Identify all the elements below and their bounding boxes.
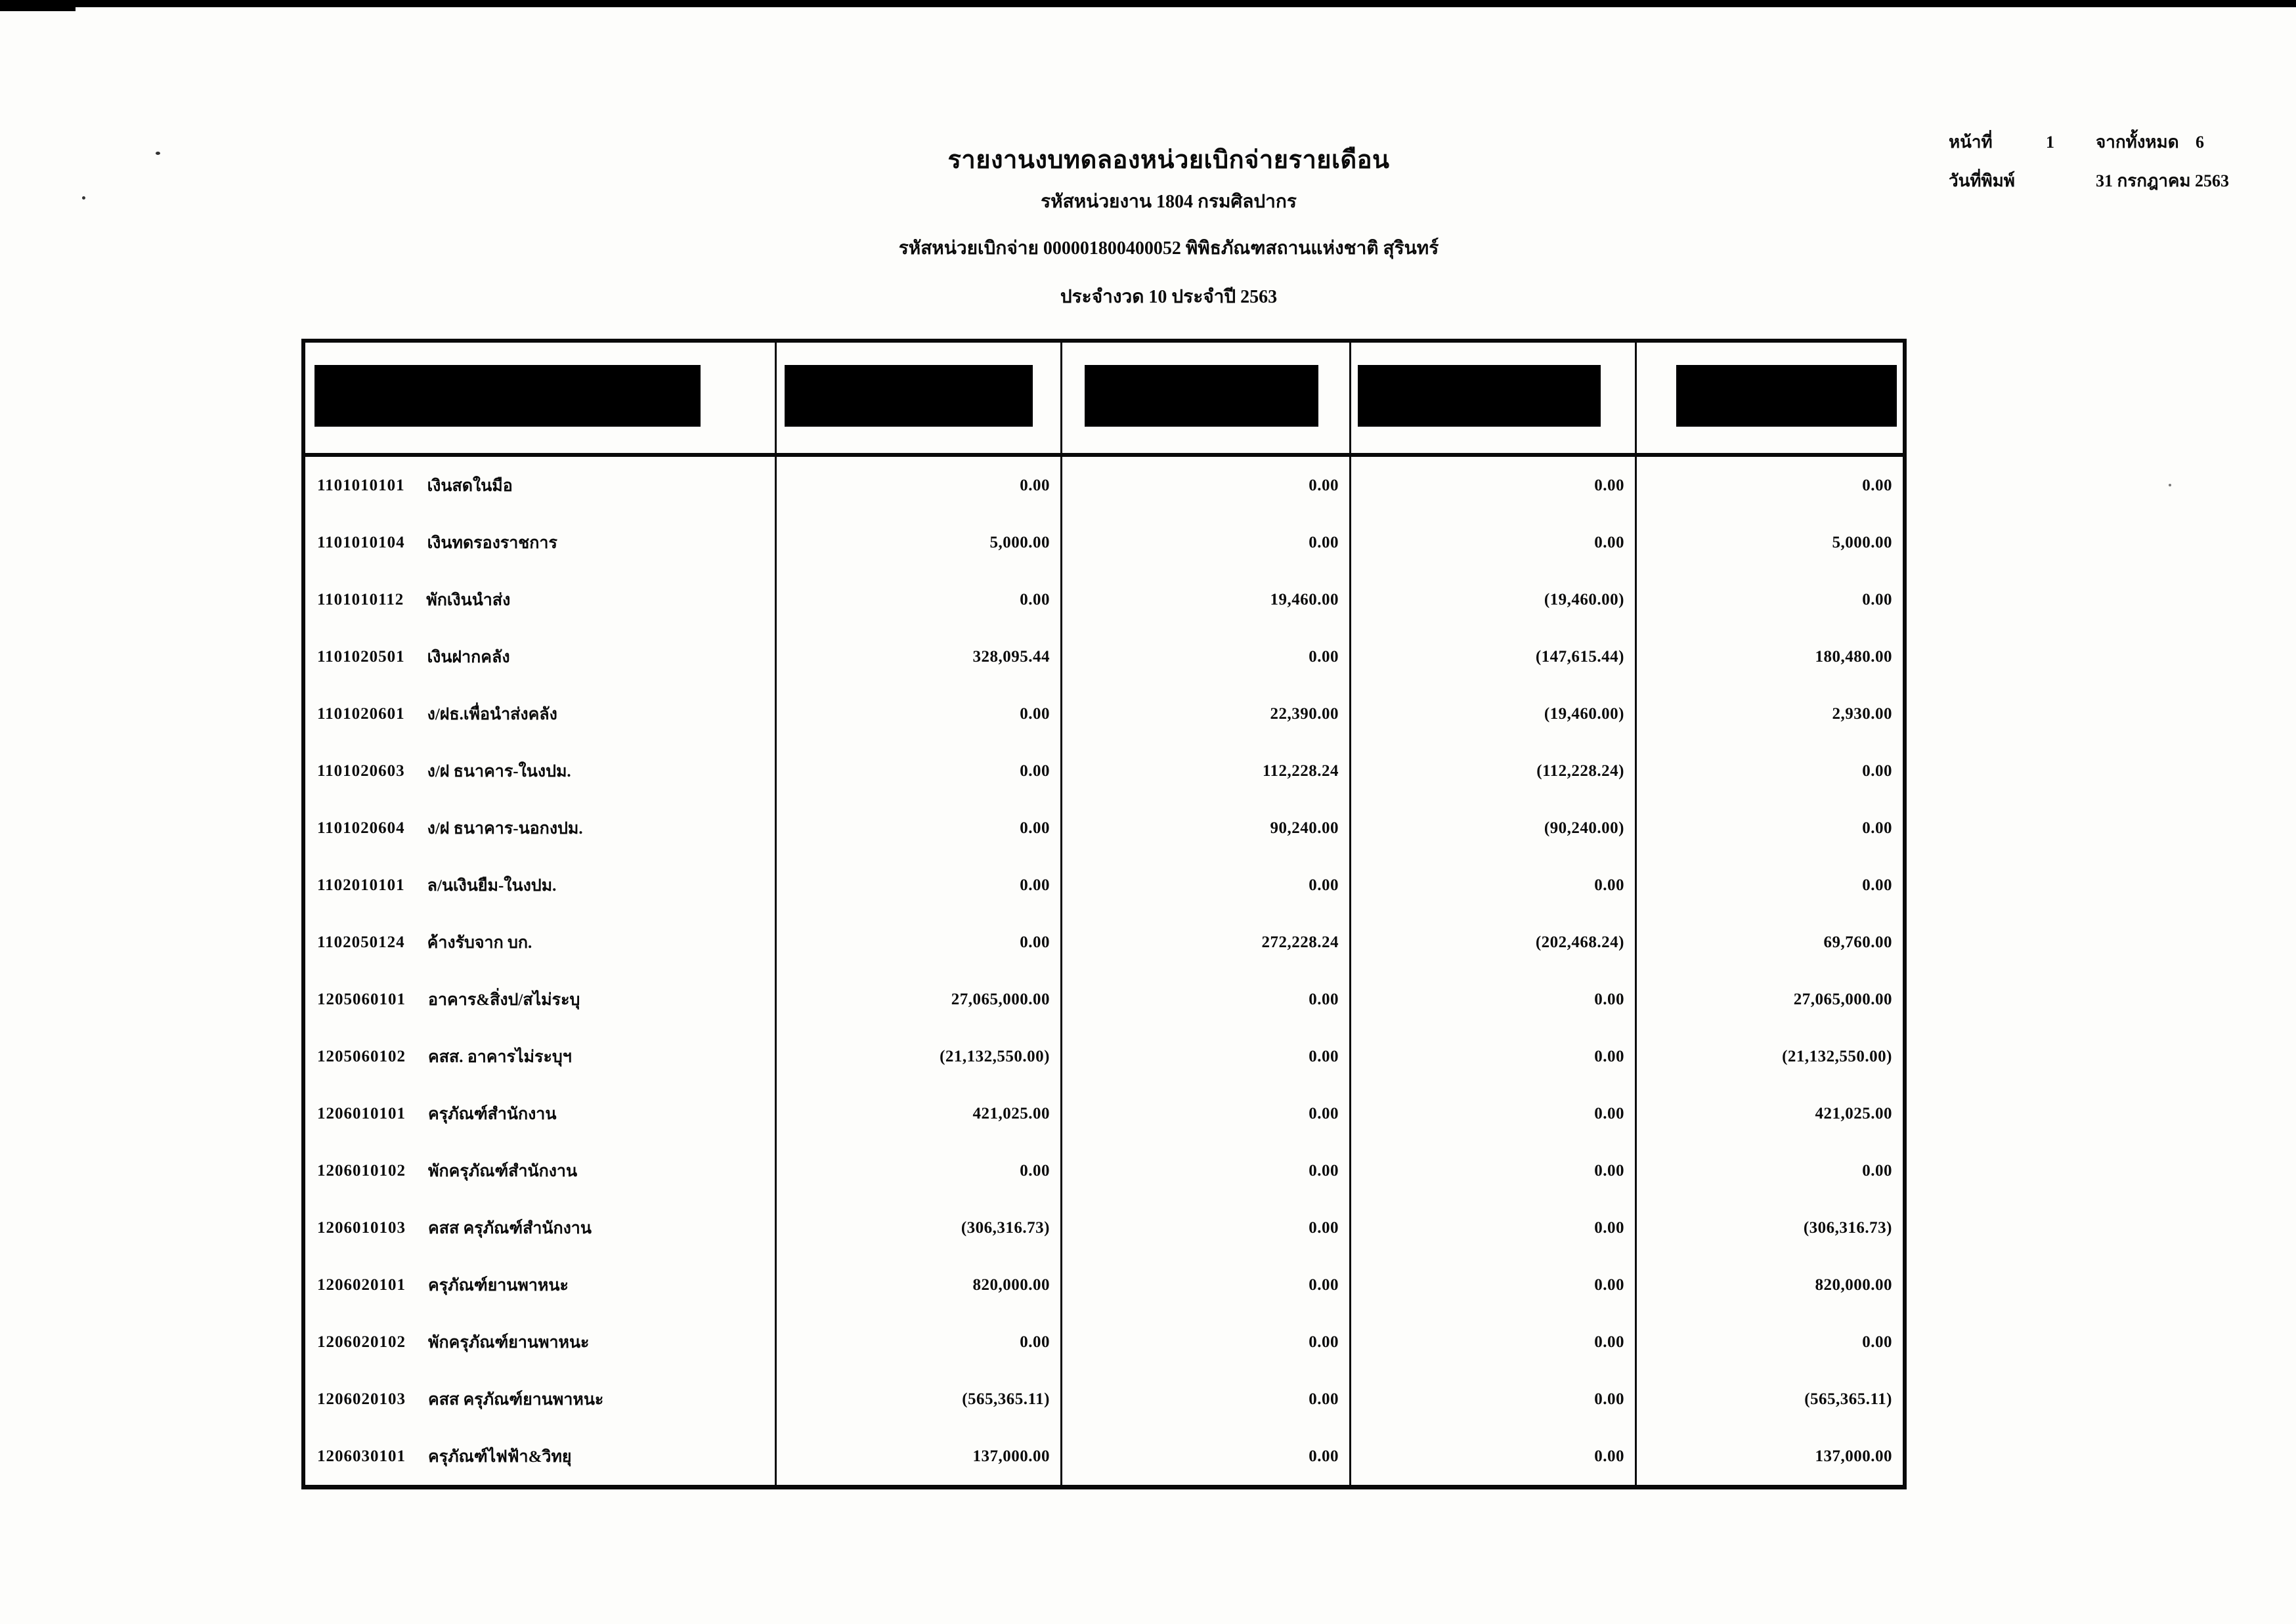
amount-cell: 0.00: [1349, 1256, 1635, 1314]
account-code: 1102010101: [317, 876, 405, 894]
table-row: [305, 1142, 1903, 1199]
account-cell: [305, 742, 775, 800]
account-name: คสส ครุภัณฑ์สำนักงาน: [428, 1219, 592, 1237]
amount-cell: 0.00: [1060, 1314, 1349, 1371]
table-row: [305, 514, 1903, 571]
amount-cell: 0.00: [1060, 1028, 1349, 1085]
amount-cell: 0.00: [1060, 1428, 1349, 1485]
amount-cell: 180,480.00: [1635, 628, 1903, 685]
account-cell: [305, 1028, 775, 1085]
account-code: 1101010101: [317, 476, 405, 494]
account-code: 1206030101: [317, 1447, 406, 1465]
amount-cell: (90,240.00): [1349, 800, 1635, 857]
amount-cell: 421,025.00: [775, 1085, 1060, 1142]
amount-cell: (19,460.00): [1349, 685, 1635, 742]
account-code: 1102050124: [317, 933, 405, 951]
amount-cell: 0.00: [1349, 1371, 1635, 1428]
amount-cell: 0.00: [1060, 514, 1349, 571]
amount-cell: 19,460.00: [1060, 571, 1349, 628]
header-cell-col4: [1349, 343, 1635, 453]
amount-cell: 0.00: [775, 742, 1060, 800]
print-date-label: วันที่พิมพ์: [1949, 171, 2015, 190]
account-code: 1206020103: [317, 1390, 406, 1408]
amount-cell: 0.00: [1635, 571, 1903, 628]
table-row: [305, 1085, 1903, 1142]
amount-cell: (21,132,550.00): [1635, 1028, 1903, 1085]
header-cell-col5: [1635, 343, 1903, 453]
redacted-header-block: [1676, 365, 1897, 427]
amount-cell: 69,760.00: [1635, 914, 1903, 971]
account-name: พักเงินนำส่ง: [426, 591, 511, 609]
amount-cell: 820,000.00: [1635, 1256, 1903, 1314]
amount-cell: 0.00: [775, 571, 1060, 628]
amount-cell: (306,316.73): [1635, 1199, 1903, 1256]
amount-cell: 0.00: [1349, 1314, 1635, 1371]
amount-cell: 0.00: [1060, 1256, 1349, 1314]
amount-cell: 0.00: [1349, 1085, 1635, 1142]
disbursement-unit-line: รหัสหน่วยเบิกจ่าย 000001800400052 พิพิธภัณฑสถานแห่งชาติ สุรินทร์: [898, 238, 1439, 259]
table-row: [305, 685, 1903, 742]
trial-balance-table: [301, 339, 1907, 1489]
amount-cell: 0.00: [1060, 1199, 1349, 1256]
account-code: 1101020603: [317, 761, 405, 780]
amount-cell: 0.00: [1060, 457, 1349, 514]
table-row: [305, 1314, 1903, 1371]
amount-cell: 27,065,000.00: [775, 971, 1060, 1028]
amount-cell: 0.00: [775, 857, 1060, 914]
scan-speck: [2169, 484, 2171, 486]
amount-cell: 328,095.44: [775, 628, 1060, 685]
table-row: [305, 914, 1903, 971]
table-row: [305, 1199, 1903, 1256]
account-name: คสส ครุภัณฑ์ยานพาหนะ: [428, 1390, 604, 1409]
account-name: เงินฝากคลัง: [427, 648, 510, 666]
account-code: 1101020601: [317, 704, 405, 723]
amount-cell: (147,615.44): [1349, 628, 1635, 685]
account-name: ง/ฝธ.เพื่อนำส่งคลัง: [427, 705, 557, 723]
total-pages: 6: [2196, 133, 2204, 152]
account-code: 1101020501: [317, 647, 405, 666]
account-name: เงินสดในมือ: [427, 477, 513, 495]
account-name: เงินทดรองราชการ: [427, 534, 557, 552]
table-row: [305, 457, 1903, 514]
account-name: ค้างรับจาก บก.: [427, 933, 532, 952]
print-date-row: [1949, 167, 2229, 194]
account-cell: [305, 800, 775, 857]
account-cell: [305, 971, 775, 1028]
amount-cell: 0.00: [1060, 1142, 1349, 1199]
amount-cell: 0.00: [1060, 1371, 1349, 1428]
document-title: รายงานงบทดลองหน่วยเบิกจ่ายรายเดือน: [947, 146, 1390, 174]
amount-cell: 5,000.00: [775, 514, 1060, 571]
amount-cell: 90,240.00: [1060, 800, 1349, 857]
total-pages-label: จากทั้งหมด: [2096, 133, 2179, 152]
table-row: [305, 1028, 1903, 1085]
table-row: [305, 1371, 1903, 1428]
amount-cell: 0.00: [1349, 514, 1635, 571]
page-info-block: [1949, 129, 2229, 194]
account-cell: [305, 1085, 775, 1142]
amount-cell: 0.00: [775, 800, 1060, 857]
header-cell-col2: [775, 343, 1060, 453]
account-code: 1206020101: [317, 1275, 406, 1294]
account-code: 1206010102: [317, 1161, 406, 1180]
account-code: 1101010112: [317, 590, 404, 609]
header-cell-account: [305, 343, 775, 453]
header-cell-col3: [1060, 343, 1349, 453]
amount-cell: 0.00: [1349, 971, 1635, 1028]
redacted-header-block: [1358, 365, 1601, 427]
print-date: 31 กรกฎาคม 2563: [2096, 171, 2230, 190]
amount-cell: 0.00: [1060, 628, 1349, 685]
table-row: [305, 742, 1903, 800]
amount-cell: 0.00: [1060, 971, 1349, 1028]
amount-cell: 0.00: [1635, 742, 1903, 800]
account-name: พักครุภัณฑ์ยานพาหนะ: [428, 1333, 590, 1352]
amount-cell: 2,930.00: [1635, 685, 1903, 742]
amount-cell: 0.00: [1635, 457, 1903, 514]
amount-cell: 0.00: [1060, 857, 1349, 914]
agency-code-line: รหัสหน่วยงาน 1804 กรมศิลปากร: [1041, 192, 1297, 212]
amount-cell: (202,468.24): [1349, 914, 1635, 971]
table-row: [305, 1428, 1903, 1485]
account-code: 1206020102: [317, 1333, 406, 1351]
table-row: [305, 800, 1903, 857]
amount-cell: 0.00: [775, 1314, 1060, 1371]
table-row: [305, 628, 1903, 685]
redacted-header-block: [1085, 365, 1318, 427]
account-cell: [305, 1314, 775, 1371]
account-name: ล/นเงินยืม-ในงปม.: [427, 876, 557, 895]
amount-cell: 820,000.00: [775, 1256, 1060, 1314]
period-line: ประจำงวด 10 ประจำปี 2563: [1060, 287, 1278, 307]
account-name: อาคาร&สิ่งป/สไม่ระบุ: [428, 991, 580, 1009]
account-name: ครุภัณฑ์สำนักงาน: [428, 1105, 557, 1123]
account-code: 1205060101: [317, 990, 406, 1008]
amount-cell: (306,316.73): [775, 1199, 1060, 1256]
account-code: 1206010103: [317, 1218, 406, 1237]
amount-cell: 0.00: [1349, 857, 1635, 914]
amount-cell: 0.00: [775, 457, 1060, 514]
account-name: ง/ฝ ธนาคาร-นอกงปม.: [427, 819, 583, 838]
scan-artifact-bar: [0, 0, 2296, 7]
amount-cell: 0.00: [1060, 1085, 1349, 1142]
amount-cell: (112,228.24): [1349, 742, 1635, 800]
account-cell: [305, 571, 775, 628]
account-cell: [305, 1256, 775, 1314]
redacted-header-block: [785, 365, 1033, 427]
account-name: พักครุภัณฑ์สำนักงาน: [428, 1162, 578, 1180]
table-body: [305, 457, 1903, 1485]
amount-cell: (19,460.00): [1349, 571, 1635, 628]
account-name: คสส. อาคารไม่ระบุฯ: [428, 1048, 572, 1066]
amount-cell: 0.00: [1635, 857, 1903, 914]
account-cell: [305, 857, 775, 914]
amount-cell: 0.00: [1349, 1199, 1635, 1256]
page-number-row: [1949, 129, 2229, 156]
amount-cell: (21,132,550.00): [775, 1028, 1060, 1085]
amount-cell: 0.00: [1349, 1028, 1635, 1085]
amount-cell: 0.00: [775, 1142, 1060, 1199]
table-row: [305, 571, 1903, 628]
table-row: [305, 1256, 1903, 1314]
amount-cell: 272,228.24: [1060, 914, 1349, 971]
amount-cell: (565,365.11): [1635, 1371, 1903, 1428]
account-code: 1101020604: [317, 819, 405, 837]
account-name: ง/ฝ ธนาคาร-ในงปม.: [427, 762, 571, 780]
account-cell: [305, 628, 775, 685]
amount-cell: 22,390.00: [1060, 685, 1349, 742]
amount-cell: 137,000.00: [1635, 1428, 1903, 1485]
amount-cell: 5,000.00: [1635, 514, 1903, 571]
account-cell: [305, 1142, 775, 1199]
amount-cell: 0.00: [1349, 1142, 1635, 1199]
amount-cell: 112,228.24: [1060, 742, 1349, 800]
amount-cell: 0.00: [775, 685, 1060, 742]
account-cell: [305, 914, 775, 971]
account-cell: [305, 685, 775, 742]
account-cell: [305, 1371, 775, 1428]
amount-cell: 137,000.00: [775, 1428, 1060, 1485]
table-row: [305, 971, 1903, 1028]
amount-cell: 0.00: [1635, 1314, 1903, 1371]
amount-cell: 0.00: [1349, 457, 1635, 514]
account-name: ครุภัณฑ์ยานพาหนะ: [428, 1276, 569, 1294]
account-cell: [305, 1199, 775, 1256]
amount-cell: 0.00: [1635, 1142, 1903, 1199]
table-header-row: [305, 343, 1903, 457]
redacted-header-block: [314, 365, 701, 427]
account-cell: [305, 1428, 775, 1485]
amount-cell: 0.00: [775, 914, 1060, 971]
account-code: 1206010101: [317, 1104, 406, 1122]
account-name: ครุภัณฑ์ไฟฟ้า&วิทยุ: [428, 1447, 572, 1466]
amount-cell: 0.00: [1635, 800, 1903, 857]
page-number: 1: [2046, 133, 2054, 152]
amount-cell: 27,065,000.00: [1635, 971, 1903, 1028]
account-code: 1205060102: [317, 1047, 406, 1065]
account-cell: [305, 457, 775, 514]
table-row: [305, 857, 1903, 914]
amount-cell: 0.00: [1349, 1428, 1635, 1485]
amount-cell: 421,025.00: [1635, 1085, 1903, 1142]
account-cell: [305, 514, 775, 571]
amount-cell: (565,365.11): [775, 1371, 1060, 1428]
account-code: 1101010104: [317, 533, 405, 551]
page-label: หน้าที่: [1949, 133, 1993, 152]
